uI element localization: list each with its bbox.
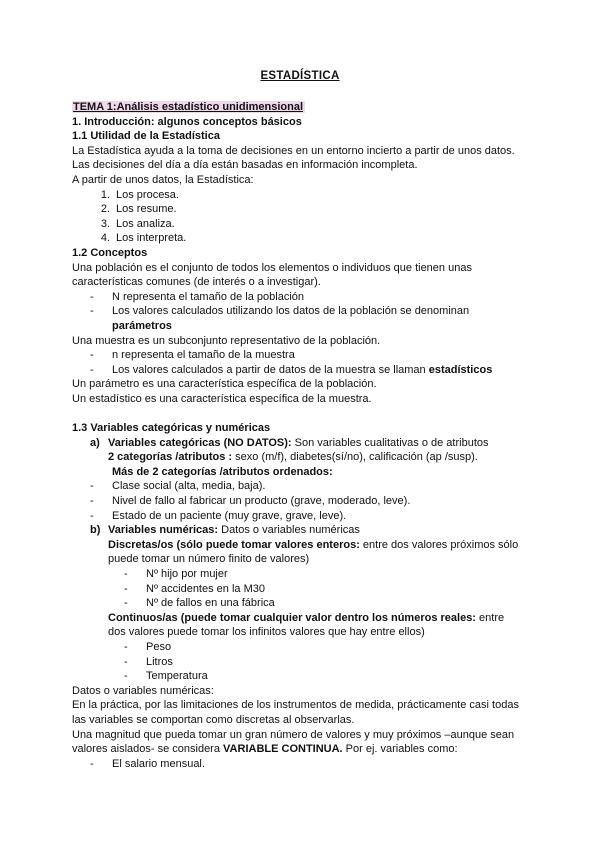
subheading: Más de 2 categorías /atributos ordenados: (112, 465, 333, 478)
paragraph: Un parámetro es una característica específica de la población. (72, 378, 377, 391)
paragraph: La Estadística ayuda a la toma de decisiones en un entorno incierto a partir de unos datos. (72, 144, 515, 157)
topic-heading: TEMA 1:Análisis estadístico unidimensional (73, 101, 304, 113)
list-item: - Nº accidentes en la M30 (124, 582, 265, 595)
paragraph: A partir de unos datos, la Estadística: (72, 173, 254, 186)
paragraph: Una magnitud que pueda tomar un gran número de valores y muy próximos –aunque sean (72, 728, 515, 741)
list-item: 3. Los analiza. (100, 217, 175, 230)
section-1-3-heading: 1.3 Variables categóricas y numéricas (72, 422, 271, 435)
list-item: - Clase social (alta, media, baja). (90, 480, 266, 493)
list-item: - El salario mensual. (90, 757, 205, 770)
document-body (72, 100, 532, 771)
list-item: 4. Los interpreta. (100, 232, 187, 245)
list-item: - Nº hijo por mujer (124, 568, 228, 580)
paragraph: Un estadístico es una característica específica de la muestra. (72, 392, 372, 405)
list-item: - Nº de fallos en una fábrica (124, 597, 275, 610)
list-item: 2. Los resume. (100, 203, 177, 216)
paragraph: Una población es el conjunto de todos los elementos o individuos que tienen unas (72, 261, 472, 274)
section-1-2-heading: 1.2 Conceptos (72, 246, 148, 259)
list-item: - Peso (124, 640, 172, 653)
paragraph: En la práctica, por las limitaciones de los instrumentos de medida, prácticamente casi todas (72, 699, 519, 712)
paragraph: características comunes (de interés o a investigar). (72, 276, 321, 289)
list-item: - Litros (124, 655, 173, 668)
list-item: 1. Los procesa. (100, 188, 179, 201)
paragraph: Una muestra es un subconjunto representativo de la población. (72, 334, 381, 347)
list-item: - Los valores calculados utilizando los datos de la población se denominan parámetros (90, 305, 470, 332)
list-item: - Nivel de fallo al fabricar un producto (grave, moderado, leve). (90, 495, 411, 508)
paragraph: puede tomar un número finito de valores) (108, 553, 310, 566)
list-item: - n representa el tamaño de la muestra (90, 349, 295, 362)
section-1-heading: 1. Introducción: algunos conceptos básicos (72, 115, 302, 128)
section-1-1-heading: 1.1 Utilidad de la Estadística (72, 130, 220, 143)
paragraph: 2 categorías /atributos : sexo (m/f), diabetes(sí/no), calificación (ap /susp). (108, 451, 478, 464)
list-item: - Los valores calculados a partir de datos de la muestra se llaman estadísticos (90, 363, 493, 376)
list-item: a) Variables categóricas (NO DATOS): Son variables cualitativas o de atributos (90, 436, 489, 449)
list-item: - Temperatura (124, 670, 208, 683)
paragraph: las variables se comportan como discretas al observarlas. (72, 713, 355, 726)
list-item: - N representa el tamaño de la población (90, 290, 305, 303)
document-title: ESTADÍSTICA (260, 70, 340, 82)
paragraph: valores aislados- se considera VARIABLE CONTINUA. Por ej. variables como: (72, 743, 458, 756)
paragraph: Las decisiones del día a día están basadas en información incompleta. (72, 159, 418, 172)
paragraph: Datos o variables numéricas: (72, 684, 214, 697)
paragraph: dos valores puede tomar los infinitos valores que hay entre ellos) (108, 626, 425, 639)
paragraph: Discretas/os (sólo puede tomar valores enteros: entre dos valores próximos sólo (108, 538, 519, 551)
paragraph: Continuos/as (puede tomar cualquier valor dentro los números reales: entre (108, 611, 505, 624)
list-item: - Estado de un paciente (muy grave, grave, leve). (90, 509, 347, 522)
list-item: b) Variables numéricas: Datos o variables numéricas (90, 524, 360, 537)
